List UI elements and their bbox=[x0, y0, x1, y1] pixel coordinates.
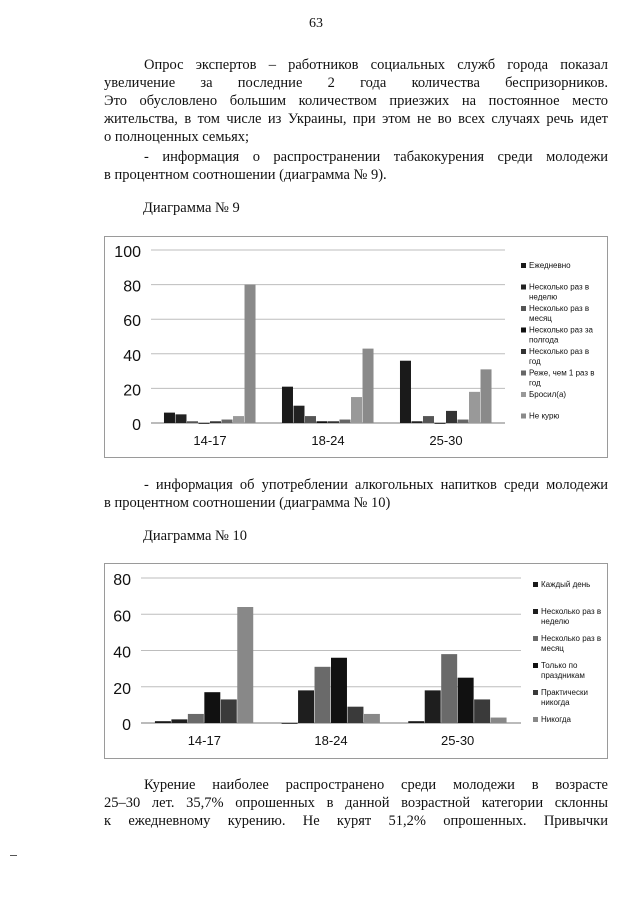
text-line: - информация о распространении табакокурения среди молодежи bbox=[144, 149, 608, 165]
legend-swatch bbox=[533, 609, 538, 614]
text-line: к ежедневному курению. Не курят 51,2% опрошенных. Привычки bbox=[104, 813, 608, 829]
bar-несколько-раз-в-год-14-17 bbox=[210, 421, 221, 423]
legend-label: Несколько раз в месяц bbox=[529, 304, 590, 323]
legend-label: Не курю bbox=[529, 411, 560, 421]
bar-практически-никогда-25-30 bbox=[474, 699, 490, 723]
text-line: в процентном соотношении (диаграмма № 9). bbox=[104, 167, 387, 183]
bar-реже-чем-1-раз-в-год-25-30 bbox=[458, 420, 469, 423]
bar-ежедневно-25-30 bbox=[400, 361, 411, 423]
text-line: о полноценных семьях; bbox=[104, 129, 250, 145]
bar-не-курю-18-24 bbox=[363, 349, 374, 423]
diagram-10-chart bbox=[104, 563, 608, 759]
text-line: - информация об употреблении алкогольных напитков среди молодежи bbox=[144, 477, 608, 493]
bar-никогда-25-30 bbox=[491, 718, 507, 723]
legend-swatch bbox=[521, 414, 526, 419]
legend-label: Несколько раз в неделю bbox=[541, 607, 602, 626]
bar-только-по-праздникам-14-17 bbox=[204, 692, 220, 723]
text-line: 25–30 лет. 35,7% опрошенных в данной возрастной категории склонны bbox=[104, 795, 608, 811]
bar-несколько-раз-в-месяц-18-24 bbox=[305, 416, 316, 423]
y-tick-label: 80 bbox=[113, 572, 131, 589]
legend-label: Ежедневно bbox=[529, 261, 571, 270]
legend-swatch bbox=[533, 717, 538, 722]
bar-ежедневно-18-24 bbox=[282, 387, 293, 423]
legend-label: Несколько раз в год bbox=[529, 347, 590, 366]
diagram-9-caption: Диаграмма № 9 bbox=[143, 200, 240, 216]
bar-несколько-раз-в-неделю-25-30 bbox=[425, 690, 441, 723]
bar-несколько-раз-в-неделю-14-17 bbox=[171, 719, 187, 723]
legend-label: Каждый день bbox=[541, 580, 591, 589]
bar-реже-чем-1-раз-в-год-18-24 bbox=[340, 420, 351, 423]
bar-никогда-18-24 bbox=[364, 714, 380, 723]
bar-практически-никогда-18-24 bbox=[347, 707, 363, 723]
x-category-label: 25-30 bbox=[429, 433, 463, 448]
bar-реже-чем-1-раз-в-год-14-17 bbox=[222, 420, 233, 423]
bar-несколько-раз-в-год-18-24 bbox=[328, 421, 339, 423]
text-line: жительства, в том числе из Украины, при этом не во всех случаях речь идет bbox=[104, 111, 608, 127]
scan-mark bbox=[10, 855, 17, 856]
bar-несколько-раз-в-неделю-18-24 bbox=[293, 406, 304, 423]
legend-swatch bbox=[533, 663, 538, 668]
bar-бросил-а-18-24 bbox=[351, 397, 362, 423]
legend-label: Несколько раз за полгода bbox=[529, 325, 594, 345]
legend-swatch bbox=[521, 371, 526, 376]
y-tick-label: 60 bbox=[123, 313, 141, 331]
legend-swatch bbox=[533, 690, 538, 695]
text-line: Опрос экспертов – работников социальных служб города показал bbox=[144, 57, 608, 73]
y-tick-label: 20 bbox=[123, 382, 141, 400]
y-tick-label: 20 bbox=[113, 680, 131, 698]
legend-swatch bbox=[521, 263, 526, 268]
bar-не-курю-25-30 bbox=[481, 369, 492, 423]
x-category-label: 25-30 bbox=[441, 733, 475, 748]
legend-label: Бросил(а) bbox=[529, 390, 567, 399]
bar-несколько-раз-в-год-25-30 bbox=[446, 411, 457, 423]
bar-несколько-раз-в-месяц-14-17 bbox=[187, 421, 198, 423]
legend-label: Практически никогда bbox=[541, 688, 588, 707]
text-line: в процентном соотношении (диаграмма № 10) bbox=[104, 495, 391, 511]
bar-несколько-раз-в-неделю-18-24 bbox=[298, 690, 314, 723]
diagram-10-caption: Диаграмма № 10 bbox=[143, 528, 247, 544]
bar-не-курю-14-17 bbox=[245, 285, 256, 423]
bar-несколько-раз-в-месяц-14-17 bbox=[188, 714, 204, 723]
bar-несколько-раз-в-месяц-25-30 bbox=[423, 416, 434, 423]
y-tick-label: 0 bbox=[132, 417, 141, 434]
y-tick-label: 60 bbox=[113, 608, 131, 626]
y-tick-label: 80 bbox=[123, 278, 141, 296]
bar-несколько-раз-за-полгода-25-30 bbox=[434, 423, 445, 424]
diagram-9-svg bbox=[105, 237, 607, 457]
legend-swatch bbox=[521, 392, 526, 397]
bar-несколько-раз-в-неделю-25-30 bbox=[411, 421, 422, 423]
bar-только-по-праздникам-25-30 bbox=[458, 678, 474, 723]
bar-только-по-праздникам-18-24 bbox=[331, 658, 347, 723]
text-line: Курение наиболее распространено среди молодежи в возрасте bbox=[144, 777, 608, 793]
legend-swatch bbox=[533, 636, 538, 641]
y-tick-label: 100 bbox=[114, 244, 141, 261]
legend-swatch bbox=[521, 285, 526, 290]
text-line: увеличение за последние 2 года количества беспризорников. bbox=[104, 75, 608, 91]
bar-несколько-раз-в-месяц-18-24 bbox=[315, 667, 331, 723]
bar-никогда-14-17 bbox=[237, 607, 253, 723]
page-number: 63 bbox=[309, 16, 323, 31]
bar-несколько-раз-за-полгода-14-17 bbox=[198, 423, 209, 424]
legend-swatch bbox=[521, 306, 526, 311]
diagram-10-svg bbox=[105, 564, 607, 758]
bar-несколько-раз-за-полгода-18-24 bbox=[316, 421, 327, 423]
diagram-9-chart bbox=[104, 236, 608, 458]
legend-label: Никогда bbox=[541, 715, 571, 724]
bar-каждый-день-14-17 bbox=[155, 721, 171, 723]
x-category-label: 18-24 bbox=[314, 733, 348, 748]
legend-label: Только по праздникам bbox=[541, 661, 585, 680]
legend-label: Реже, чем 1 раз в год bbox=[529, 368, 595, 388]
legend-label: Несколько раз в месяц bbox=[541, 634, 602, 653]
legend-swatch bbox=[521, 328, 526, 333]
bar-практически-никогда-14-17 bbox=[221, 699, 237, 723]
y-tick-label: 0 bbox=[122, 717, 131, 734]
paragraph-survey bbox=[104, 56, 608, 146]
paragraph-conclusion bbox=[104, 776, 608, 830]
bar-несколько-раз-в-месяц-25-30 bbox=[441, 654, 457, 723]
x-category-label: 18-24 bbox=[311, 433, 345, 448]
bar-бросил-а-25-30 bbox=[469, 392, 480, 423]
x-category-label: 14-17 bbox=[193, 433, 227, 448]
bar-каждый-день-18-24 bbox=[282, 723, 298, 724]
y-tick-label: 40 bbox=[123, 347, 141, 365]
legend-label: Несколько раз в неделю bbox=[529, 282, 590, 302]
paragraph-smoking-info bbox=[104, 148, 608, 184]
bar-каждый-день-25-30 bbox=[408, 721, 424, 723]
bar-ежедневно-14-17 bbox=[164, 413, 175, 423]
bar-несколько-раз-в-неделю-14-17 bbox=[175, 414, 186, 423]
y-tick-label: 40 bbox=[113, 644, 131, 662]
legend-swatch bbox=[521, 349, 526, 354]
bar-бросил-а-14-17 bbox=[233, 416, 244, 423]
text-line: Это обусловлено большим количеством приезжих на постоянное место bbox=[104, 93, 608, 109]
paragraph-alcohol-info bbox=[104, 476, 608, 512]
legend-swatch bbox=[533, 582, 538, 587]
x-category-label: 14-17 bbox=[187, 733, 221, 748]
